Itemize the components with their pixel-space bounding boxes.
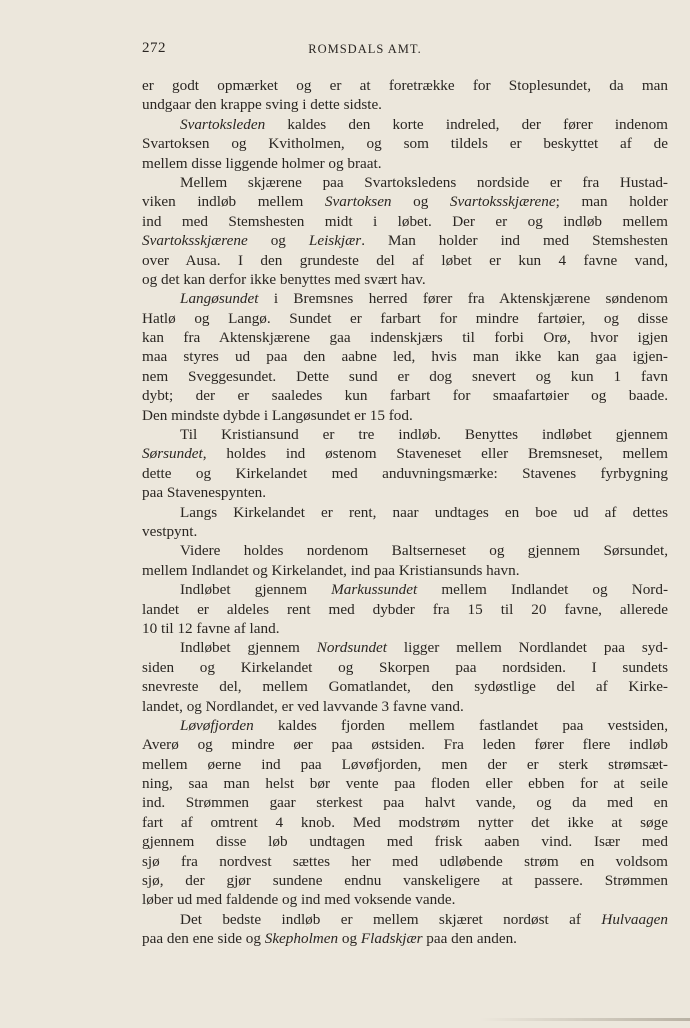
italic-place-name: Markussundet	[331, 581, 418, 599]
text-segment: Averø og mindre øer paa østsiden. Fra leden fører flere indløb	[142, 736, 668, 754]
text-segment: ind. Strømmen gaar sterkest paa halvt vande, og da med en	[142, 794, 668, 812]
text-line	[142, 793, 668, 812]
text-segment: siden og Kirkelandet og Skorpen paa nordsiden. I sundets	[142, 658, 668, 676]
text-segment: paa den anden.	[422, 930, 517, 948]
text-line	[142, 347, 668, 366]
text-segment: Svartoksen og Kvitholmen, og som tildels er beskyttet af de	[142, 135, 668, 153]
text-segment: maa styres ud paa den aabne led, hvis man ikke kan gaa igjen-	[142, 348, 668, 366]
text-segment: ind med Stemshesten midt i løbet. Der er og indløb mellem	[142, 212, 668, 230]
text-line	[142, 173, 668, 192]
text-segment: Indløbet gjennem	[180, 639, 317, 657]
page-edge-shadow	[480, 1018, 690, 1021]
text-line	[142, 677, 668, 696]
italic-place-name: Løvøfjorden	[180, 716, 254, 734]
text-line	[142, 541, 668, 560]
text-segment: og	[338, 930, 361, 948]
page-number: 272	[142, 40, 166, 56]
italic-place-name: Svartoksen	[324, 193, 392, 211]
text-segment: i Bremsnes herred fører fra Aktenskjærene søndenom	[258, 290, 668, 308]
text-segment: Den mindste dybde i Langøsundet er 15 fod.	[142, 406, 413, 424]
text-segment: dybt; der er saaledes kun farbart for smaafartøier og baade.	[142, 387, 668, 405]
text-line	[142, 561, 668, 580]
text-line	[142, 638, 668, 657]
text-line	[142, 503, 668, 522]
text-segment: Hatlø og Langø. Sundet er farbart for mindre fartøier, og disse	[142, 309, 668, 327]
text-segment: mellem Indlandet og Nord-	[417, 581, 668, 599]
text-segment: undgaar den krappe sving i dette sidste.	[142, 96, 382, 114]
text-segment: vestpynt.	[142, 522, 198, 540]
text-segment: løber ud med faldende og ind med voksende vande.	[142, 891, 456, 909]
text-line	[142, 289, 668, 308]
text-line	[142, 386, 668, 405]
text-segment: ligger mellem Nordlandet paa syd-	[387, 639, 668, 657]
text-segment: Indløbet gjennem	[180, 581, 332, 599]
italic-place-name: Nordsundet	[316, 639, 388, 657]
italic-place-name: Fladskjær	[360, 930, 423, 948]
italic-place-name: Svartoksskjærene	[449, 193, 556, 211]
italic-place-name: Leiskjær	[308, 232, 362, 250]
text-line	[142, 832, 668, 851]
text-line	[142, 735, 668, 754]
text-line	[142, 328, 668, 347]
text-segment: mellem Indlandet og Kirkelandet, ind paa Kristiansunds havn.	[142, 561, 520, 579]
text-segment: kan fra Aktenskjærene gaa indenskjærs til forbi Orø, hvor igjen	[142, 329, 668, 347]
text-line	[142, 192, 668, 211]
text-segment: over Ausa. I den grundeste del af løbet er kun 4 favne vand,	[142, 251, 668, 269]
text-segment: er godt opmærket og er at foretrække for Stoplesundet, da man	[142, 77, 668, 94]
text-segment: kaldes fjorden mellem fastlandet paa vestsiden,	[253, 716, 668, 734]
text-line	[142, 367, 668, 386]
text-segment: dette og Kirkelandet med anduvningsmærke: Stavenes fyrbygning	[142, 464, 668, 482]
italic-place-name: Hulvaagen	[601, 910, 668, 928]
text-segment: Mellem skjærene paa Svartoksledens nordside er fra Hustad-	[180, 173, 668, 191]
text-line	[142, 406, 668, 425]
text-line	[142, 774, 668, 793]
text-line	[142, 813, 668, 832]
text-segment: landet er aldeles rent med dybder fra 15 til 20 favne, allerede	[142, 600, 668, 618]
text-line	[142, 871, 668, 890]
text-segment: fart af omtrent 4 knob. Med modstrøm nytter det ikke at søge	[142, 813, 668, 831]
text-segment: , holdes ind østenom Staveneset eller Bremsneset, mellem	[202, 445, 668, 463]
text-segment: og	[391, 193, 450, 211]
text-line	[142, 270, 668, 289]
text-segment: sjø fra nordvest sættes her med udløbende strøm en voldsom	[142, 852, 668, 870]
italic-place-name: Svartoksskjærene	[142, 232, 248, 250]
text-segment: mellem øerne ind paa Løvøfjorden, men der er sterk strømsæt-	[142, 755, 668, 773]
text-segment: nem Sveggesundet. Dette sund er dog snevert og kun 1 favn	[142, 367, 668, 385]
text-segment: . Man holder ind med Stemshesten	[361, 232, 668, 250]
text-segment: ; man holder	[555, 193, 668, 211]
text-segment: kaldes den korte indreled, der fører indenom	[265, 115, 668, 133]
text-segment: viken indløb mellem	[142, 193, 325, 211]
text-segment: ning, saa man helst bør vente paa floden eller ebben for at seile	[142, 775, 668, 793]
text-segment: paa Stavenespynten.	[142, 484, 266, 502]
text-line	[142, 212, 668, 231]
text-segment: paa den ene side og	[142, 930, 265, 948]
text-line	[142, 134, 668, 153]
text-line	[142, 76, 668, 95]
text-line	[142, 95, 668, 114]
text-segment: mellem disse liggende holmer og braat.	[142, 154, 382, 172]
text-line	[142, 890, 668, 909]
text-segment: snevreste del, mellem Gomatlandet, den sydøstlige del af Kirke-	[142, 678, 668, 696]
text-line	[142, 231, 668, 250]
text-line	[142, 522, 668, 541]
text-line	[142, 600, 668, 619]
text-segment: Det bedste indløb er mellem skjæret nordøst af	[180, 910, 602, 928]
text-line	[142, 619, 668, 638]
text-segment: Langs Kirkelandet er rent, naar undtages en boe ud af dettes	[180, 503, 668, 521]
text-segment: 10 til 12 favne af land.	[142, 619, 280, 637]
text-line	[142, 755, 668, 774]
text-line	[142, 251, 668, 270]
text-segment: og	[247, 232, 309, 250]
text-line	[142, 309, 668, 328]
text-line	[142, 929, 668, 948]
italic-place-name: Svartoksleden	[180, 115, 266, 133]
italic-place-name: Langøsundet	[180, 290, 259, 308]
text-segment: gjennem disse løb undtagen med frisk aaben vind. Især med	[142, 833, 668, 851]
body-text	[142, 76, 668, 949]
text-line	[142, 425, 668, 444]
italic-place-name: Skepholmen	[264, 930, 339, 948]
text-segment: landet, og Nordlandet, er ved lavvande 3 favne vand.	[142, 697, 464, 715]
text-segment: Til Kristiansund er tre indløb. Benyttes indløbet gjennem	[180, 426, 668, 444]
text-line	[142, 483, 668, 502]
text-line	[142, 658, 668, 677]
text-line	[142, 154, 668, 173]
text-segment: sjø, der gjør sundene endnu vanskeligere at passere. Strømmen	[142, 872, 668, 890]
text-line	[142, 852, 668, 871]
text-line	[142, 115, 668, 134]
italic-place-name: Sørsundet	[142, 445, 203, 463]
running-title: ROMSDALS AMT.	[308, 42, 422, 56]
text-line	[142, 716, 668, 735]
page-header	[142, 40, 668, 60]
text-line	[142, 697, 668, 716]
text-segment: og det kan derfor ikke benyttes med svært hav.	[142, 270, 426, 288]
text-line	[142, 910, 668, 929]
text-line	[142, 580, 668, 599]
text-line	[142, 464, 668, 483]
text-line	[142, 444, 668, 463]
text-segment: Videre holdes nordenom Baltserneset og gjennem Sørsundet,	[180, 542, 668, 560]
